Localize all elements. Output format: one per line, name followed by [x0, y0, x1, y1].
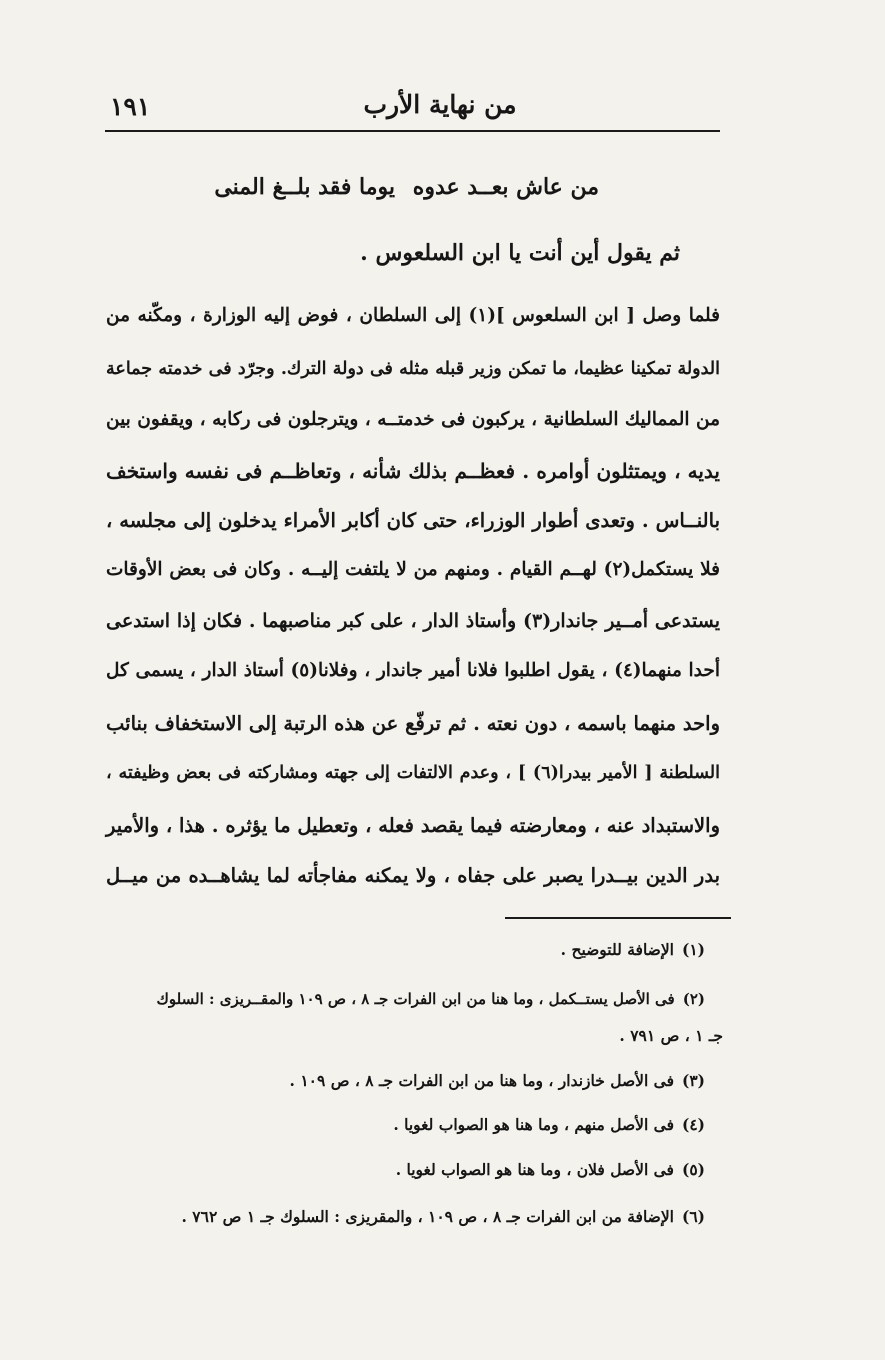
- footnote-5: [396, 1160, 705, 1179]
- body-line: الدولة تمكينا عظيما، ما تمكن وزير قبله مثله فى دولة الترك. وجرّد فى خدمته جماعة: [106, 359, 720, 379]
- footnote-6: [182, 1207, 706, 1226]
- footnote-3: [290, 1071, 705, 1090]
- body-line: فلما وصل [ ابن السلعوس ](١) إلى السلطان ، فوض إليه الوزارة ، ومكّنه من: [106, 305, 720, 326]
- footnote-text: فى الأصل يستــكمل ، وما هنا من ابن الفرات جـ ٨ ، ص ١٠٩ والمقــريزى : السلوك: [156, 990, 675, 1008]
- footnote-number: (٣): [681, 1071, 705, 1090]
- footnote-1: [561, 940, 705, 959]
- body-line: والاستبداد عنه ، ومعارضته فيما يقصد فعله ، وتعطيل ما يؤثره . هذا ، والأمير: [106, 814, 720, 837]
- footnote-text: الإضافة من ابن الفرات جـ ٨ ، ص ١٠٩ ، والمقريزى : السلوك جـ ١ ص ٧٦٢ .: [181, 1207, 674, 1226]
- running-title: من نهاية الأرب: [363, 90, 517, 119]
- intro-line: ثم يقول أين أنت يا ابن السلعوس .: [360, 240, 680, 266]
- footnote-2-continued: [619, 1026, 723, 1045]
- body-line: بالنــاس . وتعدى أطوار الوزراء، حتى كان أكابر الأمراء يدخلون إلى مجلسه ،: [106, 509, 720, 532]
- footnote-text: فى الأصل فلان ، وما هنا هو الصواب لغويا .: [395, 1160, 674, 1179]
- footnote-text: فى الأصل منهم ، وما هنا هو الصواب لغويا .: [393, 1115, 674, 1134]
- verse-hemistich-2: يوما فقد بلــغ المنى: [214, 174, 395, 200]
- header-rule: [105, 130, 720, 132]
- body-line: السلطنة [ الأمير بيدرا(٦) ] ، وعدم الالتفات إلى جهته ومشاركته فى بعض وظيفته ،: [106, 763, 720, 783]
- body-line: فلا يستكمل(٢) لهــم القيام . ومنهم من لا يلتفت إليــه . وكان فى بعض الأوقات: [106, 559, 721, 580]
- footnote-text: جـ ١ ، ص ٧٩١ .: [619, 1026, 723, 1045]
- footnote-number: (٢): [682, 990, 705, 1008]
- footnote-rule: [505, 917, 731, 919]
- page-number: ١٩١: [110, 92, 151, 121]
- footnote-number: (٥): [681, 1160, 705, 1179]
- footnote-text: فى الأصل خازندار ، وما هنا من ابن الفرات جـ ٨ ، ص ١٠٩ .: [289, 1071, 674, 1090]
- footnote-number: (٦): [681, 1207, 705, 1226]
- verse-hemistich-1: من عاش بعــد عدوه: [412, 174, 599, 200]
- body-line: بدر الدين بيــدرا يصبر على جفاه ، ولا يمكنه مفاجأته لما يشاهــده من ميــل: [106, 864, 720, 887]
- footnote-4: [393, 1115, 705, 1134]
- body-line: واحد منهما باسمه ، دون نعته . ثم ترفّع عن هذه الرتبة إلى الاستخفاف بنائب: [106, 712, 720, 735]
- body-line: يستدعى أمــير جاندار(٣) وأستاذ الدار ، على كبر مناصبهما . فكان إذا استدعى: [106, 610, 720, 632]
- footnote-2: [157, 990, 705, 1008]
- footnote-number: (١): [681, 940, 705, 959]
- footnote-number: (٤): [681, 1115, 705, 1134]
- body-line: أحدا منهما(٤) ، يقول اطلبوا فلانا أمير جاندار ، وفلانا(٥) أستاذ الدار ، يسمى كل: [106, 660, 720, 681]
- body-line: من المماليك السلطانية ، يركبون فى خدمتــه ، ويترجلون فى ركابه ، ويقفون بين: [106, 409, 720, 430]
- footnote-text: الإضافة للتوضيح .: [560, 940, 674, 959]
- body-line: يديه ، ويمتثلون أوامره . فعظــم بذلك شأنه ، وتعاظــم فى نفسه واستخف: [106, 459, 720, 483]
